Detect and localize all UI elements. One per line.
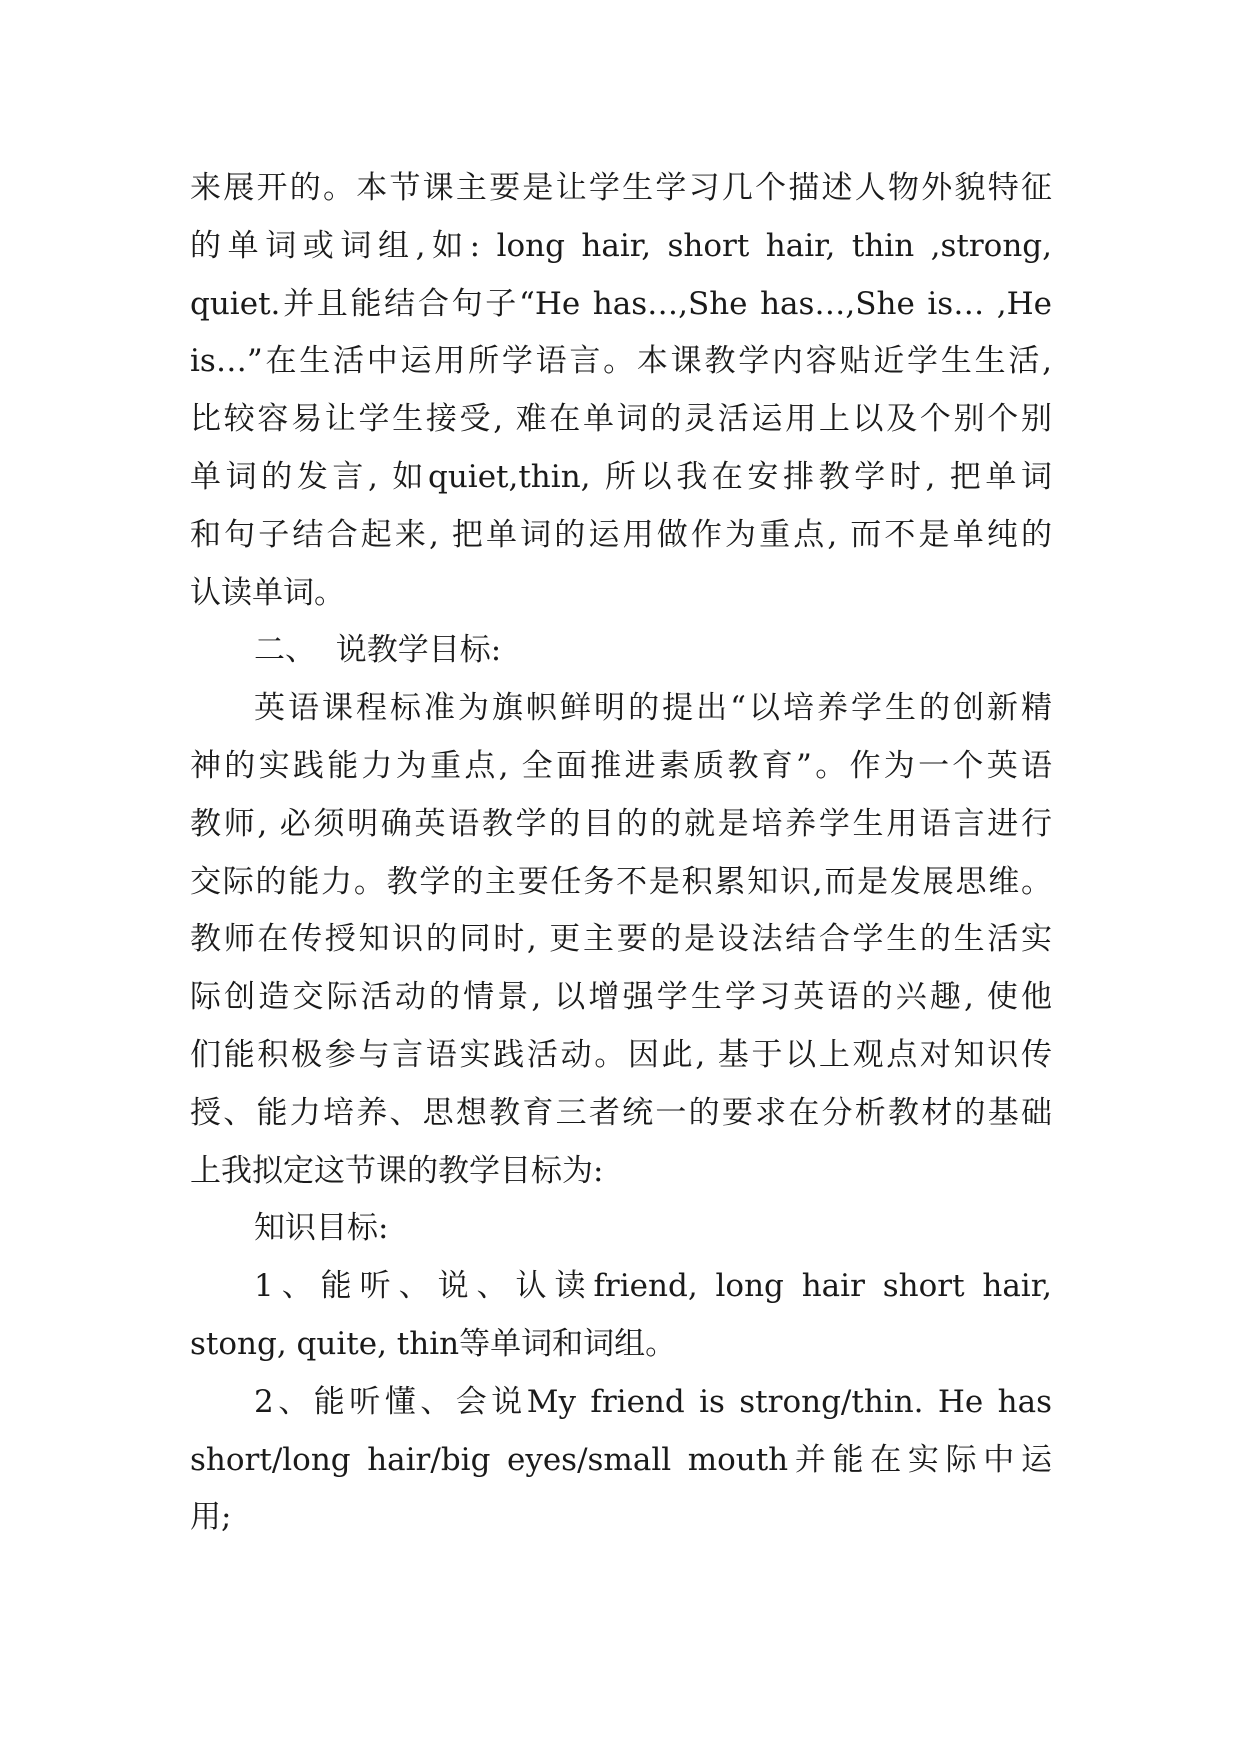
text-line: 英语课程标准为旗帜鲜明的提出“以培养学生的创新精 [254, 690, 1052, 727]
text-line: 神的实践能力为重点, 全面推进素质教育”。作为一个英语 [190, 747, 1052, 784]
text-line: 授、能力培养、思想教育三者统一的要求在分析教材的基础 [190, 1094, 1052, 1131]
text-line: 单词的发言, 如quiet,thin, 所以我在安排教学时, 把单词 [190, 458, 1052, 495]
list-item: 2、能听懂、会说My friend is strong/thin. He has [254, 1383, 1052, 1420]
text-line: 们能积极参与言语实践活动。因此, 基于以上观点对知识传 [190, 1036, 1052, 1073]
text-line: 和句子结合起来, 把单词的运用做作为重点, 而不是单纯的 [190, 516, 1052, 553]
text-line: quiet.并且能结合句子“He has…,She has…,She is… ,He [190, 285, 1052, 322]
list-item: 1、能听、说、认读friend, long hair short hair, [254, 1268, 1052, 1305]
text-line: 的单词或词组,如: long hair, short hair, thin ,strong, [190, 227, 1052, 264]
text-line: stong, quite, thin等单词和词组。 [190, 1325, 677, 1362]
document-body [190, 160, 1052, 1547]
text-line: 上我拟定这节课的教学目标为: [190, 1152, 604, 1189]
text-line: 认读单词。 [190, 574, 345, 611]
text-line: 来展开的。本节课主要是让学生学习几个描述人物外貌特征 [190, 170, 1052, 206]
section-heading: 二、 说教学目标: [254, 632, 502, 669]
text-line: 际创造交际活动的情景, 以增强学生学习英语的兴趣, 使他 [190, 979, 1052, 1016]
text-line: 教师在传授知识的同时, 更主要的是设法结合学生的生活实 [190, 921, 1052, 958]
text-line: 交际的能力。教学的主要任务不是积累知识,而是发展思维。 [190, 863, 1052, 900]
text-line: 教师, 必须明确英语教学的目的的就是培养学生用语言进行 [190, 805, 1052, 842]
text-line: 用; [190, 1499, 232, 1536]
text-line: is…”在生活中运用所学语言。本课教学内容贴近学生生活, [190, 343, 1052, 380]
text-line: 比较容易让学生接受, 难在单词的灵活运用上以及个别个别 [190, 401, 1052, 438]
text-line: short/long hair/big eyes/small mouth并能在实际中运 [190, 1441, 1052, 1478]
subsection-heading: 知识目标: [254, 1210, 389, 1247]
